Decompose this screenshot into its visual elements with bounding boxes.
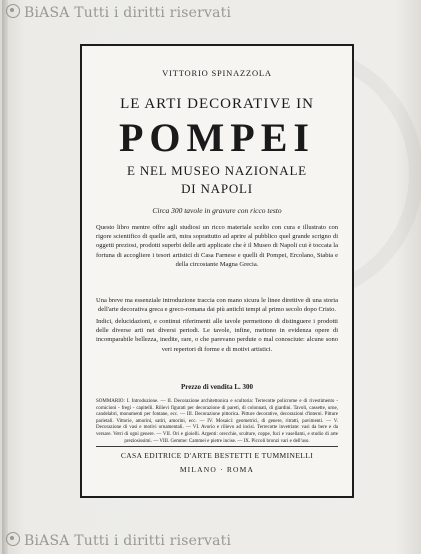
watermark-top — [6, 4, 231, 21]
publisher: CASA EDITRICE D'ARTE BESTETTI E TUMMINELLI — [120, 451, 314, 460]
biasa-logo-icon — [6, 532, 20, 546]
description-paragraph-2: Una breve ma essenziale introduzione traccia con mano sicura le linee direttive di una storia dell'arte decorativa greca e greco-romana dai più antichi tempi al primo secolo dopo Cristo. — [96, 297, 338, 314]
watermark-bottom — [6, 532, 231, 549]
description-paragraph-1: Questo libro mentre offre agli studiosi un ricco materiale scelto con cura e illustrato con rigore scientifico di quelle arti, mira soprattutto ad aprire al pubblico quel grande scrigno di oggetti preziosi, prodotti superbi delle arti applicate che è il Museo di Napoli cui è toccata la fortuna di accogliere i tesori artistici di Casa Farnese e quelli di Pompei, Ercolano, Stabia e della circostante Magna Grecia. — [96, 224, 338, 268]
table-of-contents: SOMMARIO: I. Introduzione. — II. Decorazione architettonica e scultoria: Terrecotte policrome e di rivestimento - cornicioni - fregi - capitelli. Rilievi figurati per decorazione di pareti, di colonnati, di giardini. Tavoli, cassette, urne, candelabri, monumenti per fontane, ecc. — III. Decorazione pittorica. Pitture decorative, decorazioni d'interni. Pitture parietali. Vittorie, amorini, satiri, amorini, ecc. — IV. Mosaici: geometrici, di genere, ritratti, pavimenti. — V. Decorazione di vasi e motivi ornamentali. — VI. Avorio e rilievo ad incisi. Terrecotte invetriate: vasi da bere e da versare. Vetri di ogni genere. — VII. Ori e gioielli. Argenti: orecchie, sculture, coppe, fuci e vasellami, e studio di arte preziosissimi. — VIII. Gemme: Cammei e pietre incise. — IX. Piccoli bronzi vari e dell'uso. — [96, 399, 338, 444]
description-paragraph-3: Indici, delucidazioni, e continui riferimenti alle tavole permettono di distinguere i prodotti delle diverse arti nei diversi periodi. Le tavole, infine, mettono in evidenza opere di incomparabile bellezza, inedite, rare, o che parevano perdute o mal conosciute: alcune sono veri repertori di forme e di motivi artistici. — [96, 318, 338, 353]
advertisement-frame — [80, 44, 354, 498]
title-line-1: LE ARTI DECORATIVE IN — [120, 96, 314, 112]
biasa-logo-icon — [6, 4, 20, 18]
price: Prezzo di vendita L. 300 — [180, 383, 253, 391]
page-spine-shadow — [2, 0, 8, 554]
title-line-2: E NEL MUSEO NAZIONALE — [127, 163, 307, 178]
title-line-3: DI NAPOLI — [181, 181, 253, 196]
author-name: VITTORIO SPINAZZOLA — [162, 68, 272, 78]
divider-rule — [96, 446, 338, 447]
watermark-top-text: BiASA Tutti i diritti riservati — [24, 5, 232, 21]
title-main: POMPEI — [119, 115, 315, 160]
publisher-city: MILANO · ROMA — [179, 465, 255, 474]
subtitle: Circa 300 tavole in gravure con ricco testo — [152, 206, 282, 215]
watermark-bottom-text: BiASA Tutti i diritti riservati — [24, 533, 232, 549]
